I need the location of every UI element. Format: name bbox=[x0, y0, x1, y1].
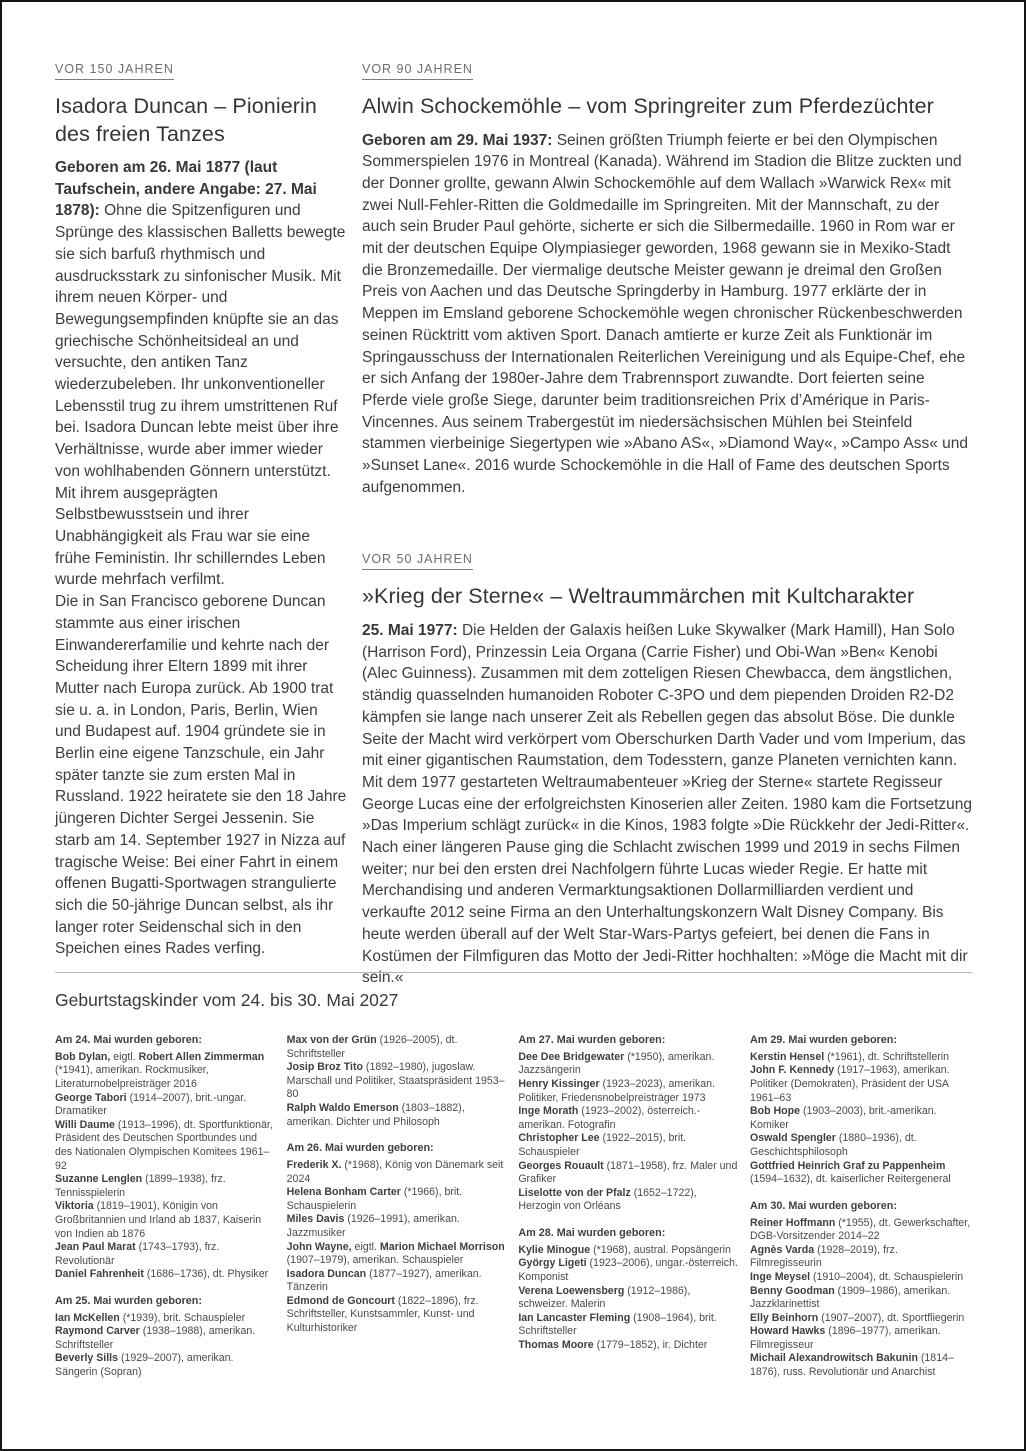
entry-name: Agnès Varda bbox=[749, 1243, 815, 1256]
birthday-entry: Daniel Fahrenheit (1686–1736), dt. Physiker bbox=[55, 1268, 269, 1281]
entry-name: Reiner Hoffmann bbox=[749, 1216, 836, 1229]
birthday-entry: Ian McKellen (*1939), brit. Schauspieler bbox=[55, 1311, 246, 1324]
article-kicker: VOR 150 JAHREN bbox=[55, 62, 174, 80]
article-lead: Geboren am 26. Mai 1877 (laut Taufschein, andere Angabe: 27. Mai 1878): bbox=[55, 159, 317, 220]
birthday-entry: Christopher Lee (1922–2015), brit. Schauspieler bbox=[518, 1132, 687, 1158]
entry-name: Thomas Moore bbox=[518, 1338, 594, 1351]
entry-name: Howard Hawks bbox=[749, 1325, 826, 1338]
entry-name: George Tabori bbox=[55, 1091, 127, 1104]
entry-name: Daniel Fahrenheit bbox=[55, 1268, 144, 1281]
birthday-entry: Reiner Hoffmann (*1955), dt. Gewerkschafter, DGB-Vorsitzender 2014–22 bbox=[749, 1216, 971, 1243]
article-paragraph: Die in San Francisco geborene Duncan stammte aus einer irischen Einwandererfamilie und kehrte nach der Scheidung ihrer Eltern 1899 mit ihrer Mutter nach Europa zurück. Ab 1900 trat sie u. a. in London, Paris, Berlin, Wien und Budapest auf. 1904 gründete sie in Berlin eine eigene Tanzschule, ein Jahr später tanzte sie zum ersten Mal in Russland. 1922 heiratete sie den 18 Jahre jüngeren Dichter Sergei Jessenin. Sie starb am 14. September 1927 in Nizza auf tragische Weise: Bei einer Fahrt in einem offenen Bugatti-Sportwagen strangulierte sich die 50-jährige Duncan selbst, als ihr langer roter Seidenschal sich in den Speichen eines Rades verfing. bbox=[55, 593, 347, 958]
article-title: Isadora Duncan – Pionierin des freien Tanzes bbox=[55, 94, 317, 146]
article-kicker: VOR 90 JAHREN bbox=[362, 62, 473, 80]
entry-name: Inge Meysel bbox=[749, 1270, 811, 1283]
entry-name: Kerstin Hensel bbox=[749, 1050, 825, 1063]
entry-name: John F. Kennedy bbox=[749, 1064, 835, 1077]
birthday-entry: Ian Lancaster Fleming (1908–1964), brit. Schriftsteller bbox=[518, 1311, 717, 1338]
entry-name: Liselotte von der Pfalz bbox=[518, 1186, 631, 1199]
article-body bbox=[362, 130, 972, 499]
article-krieg-der-sterne bbox=[362, 550, 972, 988]
entry-name: Miles Davis bbox=[286, 1213, 345, 1226]
birthday-entry: Agnès Varda (1928–2019), frz. Filmregisseurin bbox=[749, 1243, 898, 1270]
birthday-entry: Dee Dee Bridgewater (*1950), amerikan. Jazzsängerin bbox=[518, 1050, 715, 1077]
article-alwin-schockemoehle bbox=[362, 60, 972, 498]
birthday-day-header: Am 30. Mai wurden geboren: bbox=[749, 1199, 897, 1212]
birthday-day-header: Am 26. Mai wurden geboren: bbox=[286, 1142, 434, 1155]
birthday-entry: Helena Bonham Carter (*1966), brit. Schauspielerin bbox=[286, 1186, 463, 1212]
entry-name: Willi Daume bbox=[55, 1118, 115, 1131]
article-title: Alwin Schockemöhle – vom Springreiter zum Pferdezüchter bbox=[362, 94, 934, 118]
articles-area bbox=[55, 60, 972, 989]
birthday-column-3 bbox=[518, 1034, 740, 1380]
entry-name: Verena Loewensberg bbox=[518, 1284, 625, 1297]
birthday-entry: Bob Dylan, eigtl. Robert Allen Zimmerman (*1941), amerikan. Rockmusiker, Literaturnobelpreisträger 2016 bbox=[55, 1050, 265, 1090]
section-divider bbox=[55, 972, 972, 973]
birthday-entry: John Wayne, eigtl. Marion Michael Morrison (1907–1979), amerikan. Schauspieler bbox=[286, 1240, 505, 1267]
birthdays-heading: Geburtstagskinder vom 24. bis 30. Mai 2027 bbox=[55, 990, 399, 1010]
birthday-entry: Howard Hawks (1896–1977), amerikan. Filmregisseur bbox=[749, 1325, 941, 1351]
birthday-entry: Frederik X. (*1968), König von Dänemark seit 2024 bbox=[286, 1158, 504, 1185]
entry-name: Henry Kissinger bbox=[518, 1077, 600, 1090]
birthday-entry: Kylie Minogue (*1968), austral. Popsängerin bbox=[518, 1243, 731, 1256]
birthday-entry: Liselotte von der Pfalz (1652–1722), Herzogin von Orléans bbox=[518, 1186, 697, 1213]
entry-name: Bob Dylan, bbox=[55, 1050, 111, 1063]
entry-name: Georges Rouault bbox=[518, 1159, 604, 1172]
birthday-entry: Benny Goodman (1909–1986), amerikan. Jazzklarinettist bbox=[749, 1284, 951, 1311]
birthday-day-header: Am 24. Mai wurden geboren: bbox=[55, 1034, 202, 1046]
entry-name: Inge Morath bbox=[518, 1105, 579, 1118]
entry-name: Raymond Carver bbox=[55, 1325, 140, 1338]
article-paragraph: Geboren am 29. Mai 1937: Seinen größten Triumph feierte er bei den Olympischen Sommerspielen 1976 in Montreal (Kanada). Während im Stadion die Blitze zuckten und der Donner grollte, gewann Alwin Schockemöhle auf dem Wallach »Warwick Rex« mit zwei Null-Fehler-Ritten die Goldmedaille im Springreiten. Mit der Mannschaft, zu der auch sein Bruder Paul gehörte, sicherte er sich die Silbermedaille. 1960 in Rom war er mit der deutschen Equipe Olympiasieger geworden, 1968 gewann sie in Mexiko-Stadt die Bronzemedaille. Der viermalige deutsche Meister gewann je dreimal den Großen Preis von Aachen und das Deutsche Springderby in Hamburg. 1977 erklärte der in Meppen im Emsland geborene Schockemöhle wegen chronischer Rückenbeschwerden seinen Rücktritt vom aktiven Sport. Danach amtierte er kurze Zeit als Funktionär im Springausschuss der Internationalen Reiterlichen Vereinigung und als Equipe-Chef, ehe er sich Anfang der 1980er-Jahre dem Trabrennsport zuwandte. Dort feierten seine Pferde viele große Siege, darunter beim traditionsreichen Prix d’Amérique in Paris-Vincennes. Aus seinem Trabergestüt im niedersächsischen Mühlen bei Steinfeld stammen vierbeinige Siegertypen wie »Abano AS«, »Diamond Way«, »Campo Ass« und »Sunset Lane«. 2016 wurde Schockemöhle in die Hall of Fame des deutschen Sports aufgenommen. bbox=[362, 131, 968, 496]
birthday-column-2 bbox=[287, 1034, 509, 1380]
entry-name: John Wayne, bbox=[286, 1240, 352, 1253]
birthday-entry: Raymond Carver (1938–1988), amerikan. Schriftsteller bbox=[55, 1325, 256, 1351]
birthday-entry: Elly Beinhorn (1907–2007), dt. Sportfliegerin bbox=[749, 1311, 965, 1324]
entry-name: Benny Goodman bbox=[749, 1284, 835, 1297]
birthday-entry: Bob Hope (1903–2003), brit.-amerikan. Komiker bbox=[749, 1105, 937, 1131]
birthday-entry: Georges Rouault (1871–1958), frz. Maler und Grafiker bbox=[518, 1159, 738, 1186]
article-body bbox=[362, 620, 972, 989]
birthday-entry: Gottfried Heinrich Graf zu Pappenheim (1594–1632), dt. kaiserlicher Reitergeneral bbox=[749, 1159, 951, 1186]
article-paragraph: Mit dem 1977 gestarteten Weltraumabenteuer »Krieg der Sterne« startete Regisseur George Lucas eine der erfolgreichsten Kinoserien aller Zeiten. 1980 kam die Fortsetzung »Das Imperium schlägt zurück« in die Kinos, 1983 folgte »Die Rückkehr der Jedi-Ritter«. Nach einer längeren Pause ging die Schlacht zwischen 1999 und 2019 in sechs Filmen weiter; nur bei den ersten drei Nachfolgern führte Lucas wieder Regie. Er hatte mit Merchandising und anderen Vermarktungsaktionen Dollarmilliarden verdient und verkaufte 2012 seine Firma an den Unterhaltungskonzern Walt Disney Company. Bis heute werden überall auf der Welt Star-Wars-Partys gefeiert, bei denen die Fans in Kostümen der Filmfiguren das Motto der Jedi-Ritter hochhalten: »Möge die Macht mit dir sein.« bbox=[362, 773, 973, 987]
entry-name: Marion Michael Morrison bbox=[379, 1240, 505, 1253]
entry-name: Beverly Sills bbox=[55, 1352, 119, 1365]
entry-name: Ian Lancaster Fleming bbox=[518, 1311, 631, 1324]
birthday-entry: Josip Broz Tito (1892–1980), jugoslaw. Marschall und Politiker, Staatspräsident 1953–80 bbox=[286, 1061, 505, 1101]
birthday-entry: Miles Davis (1926–1991), amerikan. Jazzmusiker bbox=[286, 1213, 460, 1239]
birthday-day-header: Am 29. Mai wurden geboren: bbox=[749, 1034, 897, 1046]
left-column bbox=[55, 60, 347, 989]
entry-name: Suzanne Lenglen bbox=[55, 1173, 143, 1186]
entry-name: Oswald Spengler bbox=[749, 1132, 836, 1145]
birthday-entry: Thomas Moore (1779–1852), ir. Dichter bbox=[518, 1338, 708, 1351]
birthdays-section bbox=[55, 972, 972, 1380]
entry-name: Dee Dee Bridgewater bbox=[518, 1050, 625, 1063]
birthday-entry: Inge Meysel (1910–2004), dt. Schauspielerin bbox=[749, 1270, 964, 1283]
birthday-entry: John F. Kennedy (1917–1963), amerikan. Politiker (Demokraten), Präsident der USA 1961–63 bbox=[749, 1064, 950, 1104]
entry-name: Frederik X. bbox=[286, 1158, 342, 1171]
birthday-entry: Willi Daume (1913–1996), dt. Sportfunktionär, Präsident des Deutschen Sportbundes und des Nationalen Olympischen Komitees 1961–92 bbox=[55, 1118, 273, 1172]
entry-name: Isadora Duncan bbox=[286, 1267, 367, 1280]
birthday-entry: Michail Alexandrowitsch Bakunin (1814–1876), russ. Revolutionär und Anarchist bbox=[749, 1352, 954, 1379]
birthday-entry: György Ligeti (1923–2006), ungar.-österreich. Komponist bbox=[518, 1257, 738, 1283]
birthdays-columns bbox=[55, 1034, 972, 1380]
birthday-column-1 bbox=[55, 1034, 277, 1380]
entry-name: Helena Bonham Carter bbox=[286, 1186, 401, 1199]
article-title: »Krieg der Sterne« – Weltraummärchen mit Kultcharakter bbox=[362, 584, 915, 609]
birthday-entry: George Tabori (1914–2007), brit.-ungar. Dramatiker bbox=[55, 1091, 247, 1118]
right-column bbox=[362, 60, 972, 989]
entry-name: Kylie Minogue bbox=[518, 1243, 591, 1256]
birthday-entry: Beverly Sills (1929–2007), amerikan. Sängerin (Sopran) bbox=[55, 1352, 234, 1379]
article-body bbox=[55, 157, 347, 960]
article-kicker: VOR 50 JAHREN bbox=[362, 552, 473, 570]
birthday-entry: Verena Loewensberg (1912–1986), schweizer. Malerin bbox=[518, 1284, 691, 1311]
birthday-entry: Inge Morath (1923–2002), österreich.-amerikan. Fotografin bbox=[518, 1105, 701, 1131]
entry-name: Robert Allen Zimmerman bbox=[138, 1050, 265, 1063]
birthday-day-header: Am 27. Mai wurden geboren: bbox=[518, 1034, 666, 1046]
birthday-entry: Henry Kissinger (1923–2023), amerikan. Politiker, Friedensnobelpreisträger 1973 bbox=[518, 1077, 715, 1104]
entry-name: Max von der Grün bbox=[286, 1034, 377, 1046]
entry-name: Josip Broz Tito bbox=[286, 1061, 363, 1074]
article-paragraph: Geboren am 26. Mai 1877 (laut Taufschein, andere Angabe: 27. Mai 1878): Ohne die Spitzenfiguren und Sprünge des klassischen Balletts bewegte sie sich barfuß rhythmisch und ausdrucksstark zu sinfonischer Musik. Mit ihrem neuen Körper- und Bewegungsempfinden knüpfte sie an das griechische Schönheitsideal an und versuchte, den antiken Tanz wiederzubeleben. Ihr unkonventioneller Lebensstil trug zu ihrem umstrittenen Ruf bei. Isadora Duncan lebte meist über ihre Verhältnisse, wurde aber immer wieder von wohlhabenden Gönnern unterstützt. Mit ihrem ausgeprägten Selbstbewusstsein und ihrer Unabhängigkeit als Frau war sie eine frühe Feministin. Ihr schillerndes Leben wurde mehrfach verfilmt. bbox=[55, 159, 346, 589]
birthday-entry: Viktoria (1819–1901), Königin von Großbritannien und Irland ab 1837, Kaiserin von Indien ab 1876 bbox=[55, 1200, 262, 1240]
entry-name: Elly Beinhorn bbox=[749, 1311, 819, 1324]
birthday-entry: Ralph Waldo Emerson (1803–1882), amerikan. Dichter und Philosoph bbox=[286, 1101, 465, 1128]
entry-name: Ian McKellen bbox=[55, 1311, 120, 1324]
birthday-entry: Kerstin Hensel (*1961), dt. Schriftstellerin bbox=[749, 1050, 949, 1063]
birthday-day-header: Am 25. Mai wurden geboren: bbox=[55, 1294, 202, 1307]
article-isadora-duncan bbox=[55, 60, 347, 960]
entry-name: Michail Alexandrowitsch Bakunin bbox=[749, 1352, 918, 1365]
birthday-entry: Oswald Spengler (1880–1936), dt. Geschichtsphilosoph bbox=[749, 1132, 917, 1158]
entry-name: Christopher Lee bbox=[518, 1132, 600, 1145]
birthday-day-header: Am 28. Mai wurden geboren: bbox=[518, 1226, 666, 1239]
entry-name: Gottfried Heinrich Graf zu Pappenheim bbox=[749, 1159, 946, 1172]
article-lead: 25. Mai 1977: bbox=[362, 621, 462, 639]
birthday-entry: Suzanne Lenglen (1899–1938), frz. Tennisspielerin bbox=[55, 1173, 226, 1199]
birthday-entry: Max von der Grün (1926–2005), dt. Schriftsteller bbox=[286, 1034, 458, 1060]
birthday-column-4 bbox=[750, 1034, 972, 1380]
entry-name: Jean Paul Marat bbox=[55, 1241, 136, 1254]
entry-name: Ralph Waldo Emerson bbox=[286, 1101, 399, 1114]
entry-name: Edmond de Goncourt bbox=[286, 1294, 395, 1307]
entry-name: György Ligeti bbox=[518, 1257, 587, 1270]
birthday-entry: Edmond de Goncourt (1822–1896), frz. Schriftsteller, Kunstsammler, Kunst- und Kulturhistoriker bbox=[286, 1294, 479, 1335]
article-lead: Geboren am 29. Mai 1937: bbox=[362, 131, 557, 149]
birthday-entry: Jean Paul Marat (1743–1793), frz. Revolutionär bbox=[55, 1241, 220, 1267]
birthday-entry: Isadora Duncan (1877–1927), amerikan. Tänzerin bbox=[286, 1267, 482, 1294]
article-paragraph: 25. Mai 1977: Die Helden der Galaxis heißen Luke Skywalker (Mark Hamill), Han Solo (Harrison Ford), Prinzessin Leia Organa (Carrie Fisher) und Obi-Wan »Ben« Kenobi (Alec Guinness). Zusammen mit dem zotteligen Riesen Chewbacca, dem ängstlichen, ständig quasselnden humanoiden Roboter C-3PO und dem piependen Droiden R2-D2 kämpfen sie lange nach unserer Zeit als Rebellen gegen das absolut Böse. Die dunkle Seite der Macht wird verkörpert vom Oberschurken Darth Vader und vom Imperium, das mit einer gigantischen Raumstation, dem Todesstern, ganze Planeten vernichten kann. bbox=[362, 621, 966, 770]
entry-name: Bob Hope bbox=[749, 1105, 800, 1118]
entry-name: Viktoria bbox=[55, 1200, 94, 1213]
